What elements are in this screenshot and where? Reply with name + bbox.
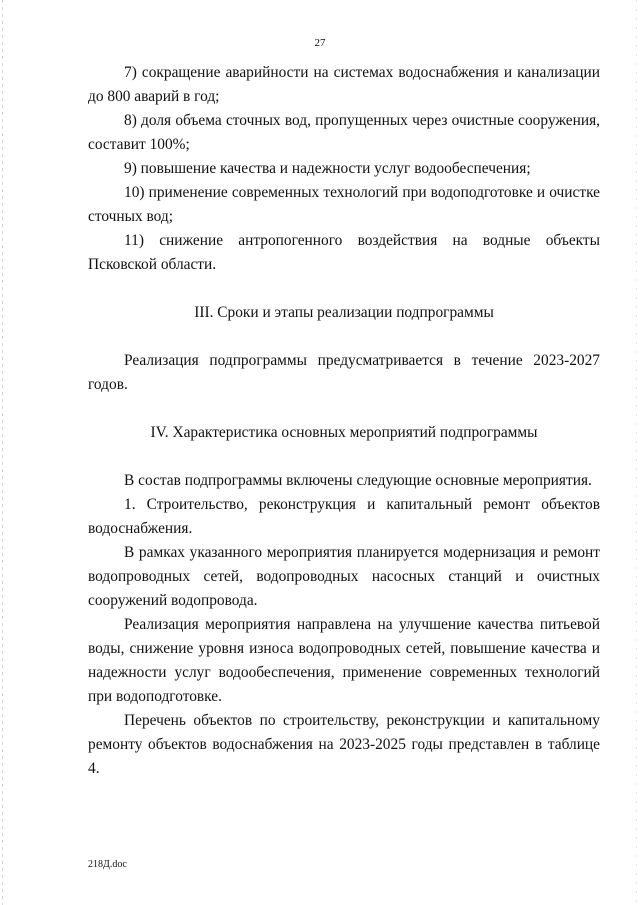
section-3-paragraph: Реализация подпрограммы предусматривается в течение 2023-2027 годов.	[88, 352, 600, 393]
list-item-7: 7) сокращение аварийности на системах водоснабжения и канализации до 800 аварий в год;	[88, 64, 600, 105]
section-4-paragraph: В состав подпрограммы включены следующие основные мероприятия.	[124, 472, 592, 489]
section-4-paragraph: 1. Строительство, реконструкция и капитальный ремонт объектов водоснабжения.	[88, 496, 600, 537]
scan-edge-left	[2, 0, 3, 905]
page-number: 27	[314, 37, 326, 49]
list-item-11: 11) снижение антропогенного воздействия на водные объекты Псковской области.	[88, 232, 600, 273]
document-body	[88, 61, 600, 781]
list-item-10: 10) применение современных технологий при водоподготовке и очистке сточных вод;	[88, 184, 600, 225]
list-item-9: 9) повышение качества и надежности услуг водообеспечения;	[124, 160, 531, 177]
section-4-paragraph: Реализация мероприятия направлена на улучшение качества питьевой воды, снижение уровня износа водопроводных сетей, повышение качества и надежности услуг водообеспечения, применение современных технологий при водоподготовке.	[88, 616, 600, 705]
list-item-8: 8) доля объема сточных вод, пропущенных через очистные сооружения, составит 100%;	[88, 112, 600, 153]
section-4-paragraph: В рамках указанного мероприятия планируется модернизация и ремонт водопроводных сетей, водопроводных насосных станций и очистных сооружений водопровода.	[88, 544, 600, 609]
scan-edge-right	[636, 0, 637, 905]
section-4-heading: IV. Характеристика основных мероприятий подпрограммы	[150, 424, 538, 441]
document-filename-footer: 218Д.doc	[88, 859, 127, 870]
section-4-paragraph: Перечень объектов по строительству, реконструкции и капитальному ремонту объектов водоснабжения на 2023-2025 годы представлен в таблице 4.	[88, 712, 600, 777]
section-3-heading: III. Сроки и этапы реализации подпрограммы	[194, 304, 494, 321]
